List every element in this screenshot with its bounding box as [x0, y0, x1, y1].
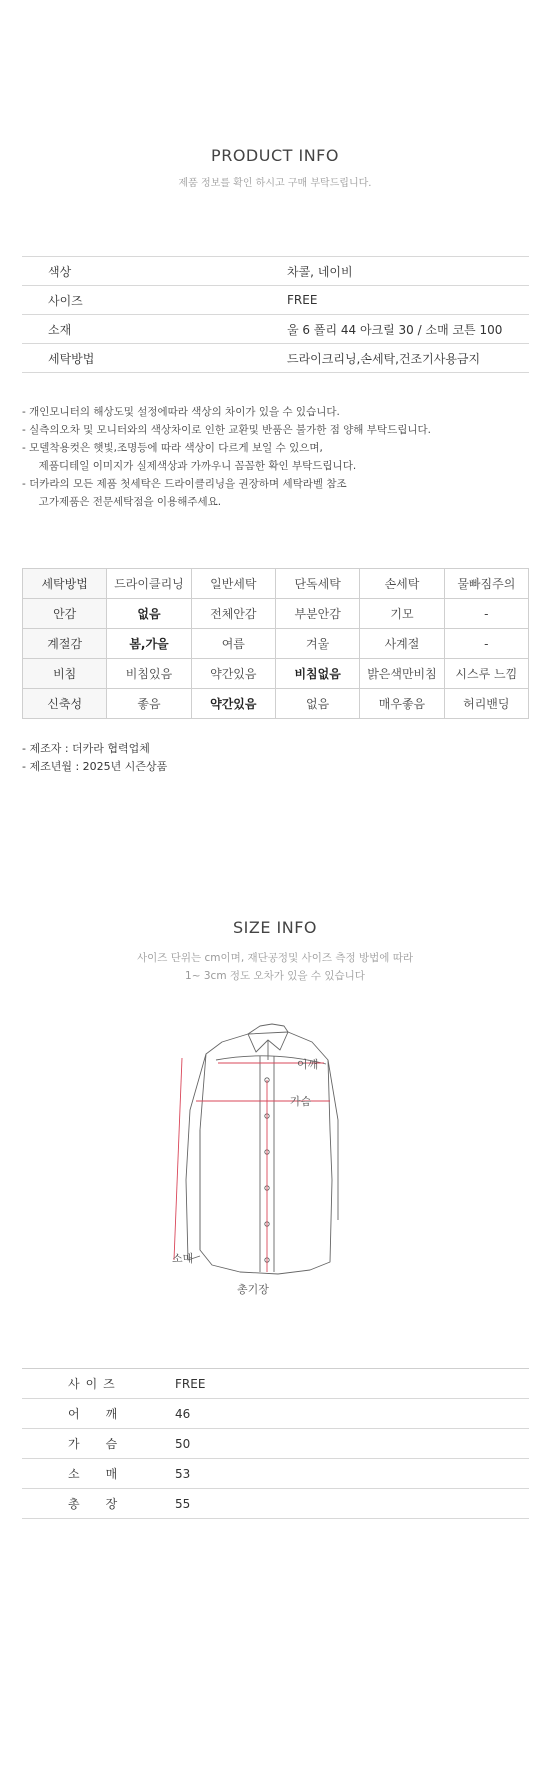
care-cell: 손세탁 [360, 569, 444, 599]
product-info-subtitle: 제품 정보를 확인 하시고 구매 부탁드립니다. [178, 178, 372, 189]
size-row [22, 1369, 529, 1399]
size-label: 가슴 [22, 1429, 175, 1459]
product-info-title: PRODUCT INFO [211, 146, 339, 165]
size-value: FREE [175, 1369, 529, 1399]
size-value: 53 [175, 1459, 529, 1489]
notice-line: 제품디테일 이미지가 실제색상과 가까우니 꼼꼼한 확인 부탁드립니다. [32, 460, 357, 472]
care-cell: 안감 [23, 599, 107, 629]
info-label: 사이즈 [22, 286, 287, 315]
care-cell-selected: 약간있음 [191, 689, 275, 719]
info-row-washing [22, 344, 529, 373]
notice-line: 고가제품은 전문세탁점을 이용해주세요. [32, 496, 222, 508]
size-row [22, 1459, 529, 1489]
shirt-diagram [160, 1020, 390, 1290]
size-label: 소매 [22, 1459, 175, 1489]
care-cell: 시스루 느낌 [444, 659, 528, 689]
info-value: 드라이크리닝,손세탁,건조기사용금지 [287, 344, 529, 373]
care-cell: 세탁방법 [23, 569, 107, 599]
care-cell: 전체안감 [191, 599, 275, 629]
size-info-subtitle-2: 1~ 3cm 정도 오차가 있을 수 있습니다 [185, 970, 365, 982]
notice-line: - 개인모니터의 해상도및 설정에따라 색상의 차이가 있을 수 있습니다. [22, 406, 340, 418]
size-label: 총장 [22, 1489, 175, 1519]
diagram-length-label: 총기장 [237, 1283, 269, 1296]
care-row [23, 689, 529, 719]
care-cell: 신축성 [23, 689, 107, 719]
care-cell: 기모 [360, 599, 444, 629]
info-row-size [22, 286, 529, 315]
maker-line: - 제조자 : 더카라 협력업체 [22, 742, 150, 755]
notice-line: - 더카라의 모든 제품 첫세탁은 드라이클리닝을 권장하며 세탁라벨 참조 [22, 478, 347, 490]
care-cell: 드라이클리닝 [107, 569, 191, 599]
care-cell: 허리밴딩 [444, 689, 528, 719]
size-info-title: SIZE INFO [232, 918, 317, 937]
notice-line: - 실측의오차 및 모니터와의 색상차이로 인한 교환및 반품은 불가한 점 양해 부탁드립니다. [22, 424, 431, 436]
care-cell: 약간있음 [191, 659, 275, 689]
care-row [23, 599, 529, 629]
size-value: 55 [175, 1489, 529, 1519]
care-cell-selected: 비침없음 [275, 659, 359, 689]
diagram-sleeve-label: 소매 [172, 1252, 194, 1265]
diagram-chest-label: 가슴 [290, 1095, 312, 1108]
care-cell: 겨울 [275, 629, 359, 659]
diagram-shoulder-label: 어깨 [297, 1058, 319, 1071]
info-value: 울 6 폴리 44 아크릴 30 / 소매 코튼 100 [287, 315, 529, 344]
maker-info [22, 740, 167, 776]
care-cell: 사계절 [360, 629, 444, 659]
info-value: 차콜, 네이비 [287, 257, 529, 286]
care-cell-selected: 없음 [107, 599, 191, 629]
size-table [22, 1368, 529, 1519]
care-cell: 비침 [23, 659, 107, 689]
size-value: 50 [175, 1429, 529, 1459]
care-cell: 단독세탁 [275, 569, 359, 599]
care-cell-selected: 봄,가을 [107, 629, 191, 659]
care-cell: 여름 [191, 629, 275, 659]
info-label: 소재 [22, 315, 287, 344]
notice-list [22, 403, 532, 511]
maker-line: - 제조년월 : 2025년 시즌상품 [22, 760, 168, 773]
care-cell: 매우좋음 [360, 689, 444, 719]
care-cell: 좋음 [107, 689, 191, 719]
care-row [23, 659, 529, 689]
care-table [22, 568, 529, 719]
care-row [23, 569, 529, 599]
size-info-subtitle-1: 사이즈 단위는 cm이며, 재단공정및 사이즈 측정 방법에 따라 [137, 952, 413, 964]
care-cell: 물빠짐주의 [444, 569, 528, 599]
info-row-material [22, 315, 529, 344]
size-row [22, 1489, 529, 1519]
size-label: 어깨 [22, 1399, 175, 1429]
care-cell: 비침있음 [107, 659, 191, 689]
info-label: 색상 [22, 257, 287, 286]
info-row-color [22, 257, 529, 286]
care-cell: 없음 [275, 689, 359, 719]
info-value: FREE [287, 286, 529, 315]
size-label: 사이즈 [22, 1369, 175, 1399]
care-cell: - [444, 599, 528, 629]
size-row [22, 1399, 529, 1429]
size-row [22, 1429, 529, 1459]
info-label: 세탁방법 [22, 344, 287, 373]
care-row [23, 629, 529, 659]
product-info-table [22, 256, 529, 373]
size-value: 46 [175, 1399, 529, 1429]
care-cell: 밝은색만비침 [360, 659, 444, 689]
care-cell: - [444, 629, 528, 659]
sleeve-measure-line [174, 1058, 182, 1260]
care-cell: 계절감 [23, 629, 107, 659]
care-cell: 일반세탁 [191, 569, 275, 599]
notice-line: - 모델착용컷은 햇빛,조명등에 따라 색상이 다르게 보일 수 있으며, [22, 442, 323, 454]
care-cell: 부분안감 [275, 599, 359, 629]
